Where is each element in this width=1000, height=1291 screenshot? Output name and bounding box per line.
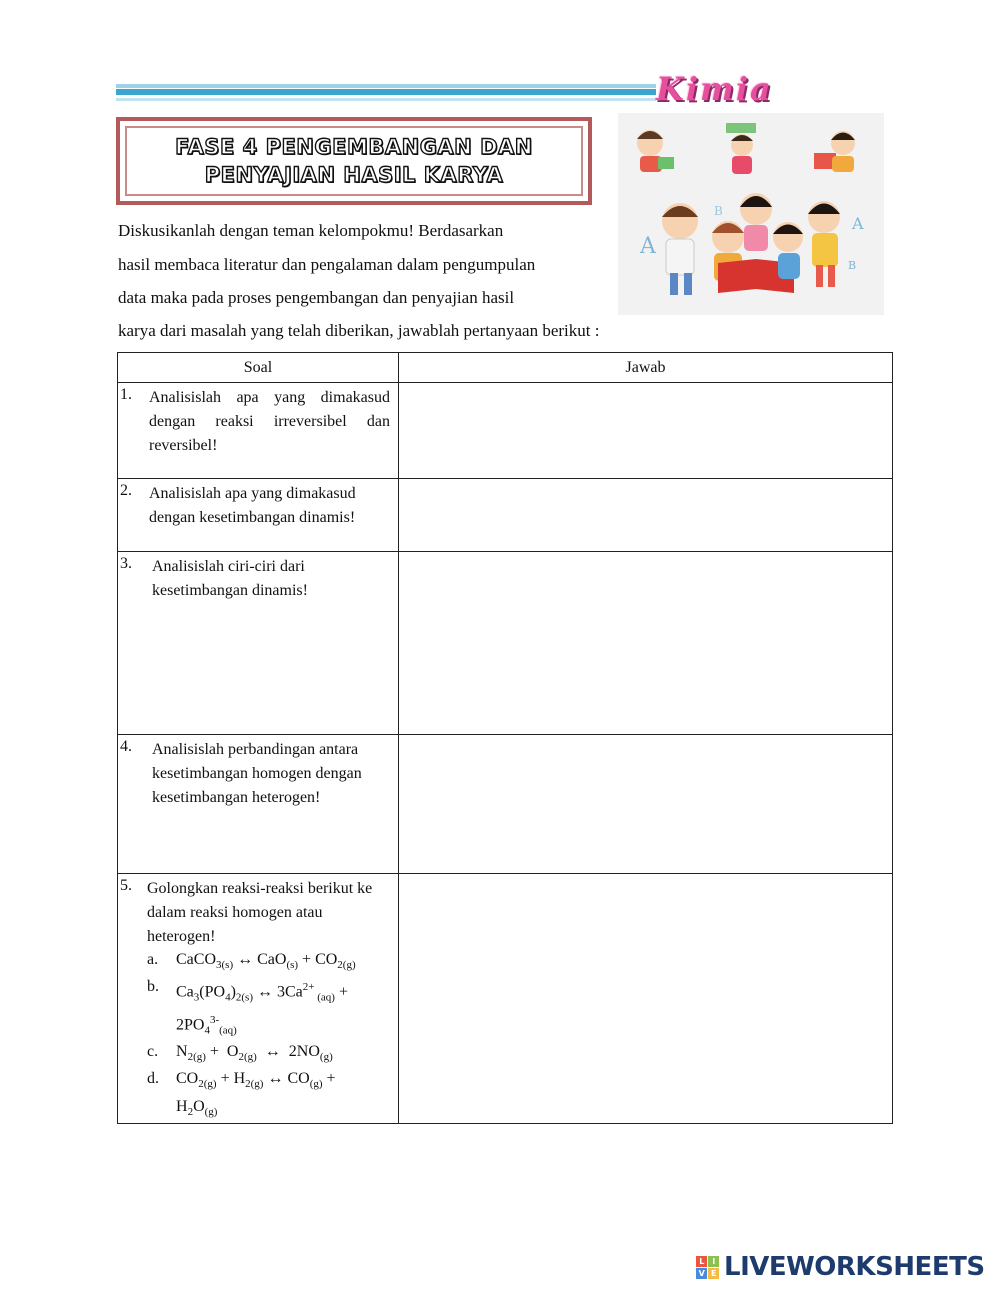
question-number: 3.	[120, 555, 132, 572]
title-box	[116, 117, 592, 205]
table-row	[118, 552, 893, 735]
brand-text: LIVEWORKSHEETS	[724, 1252, 985, 1282]
kimia-logo: Kimia	[656, 70, 773, 108]
question-text: Golongkan reaksi-reaksi berikut ke dalam reaksi homogen atau heterogen!	[147, 880, 373, 945]
liveworksheets-cube-icon: L I V E	[696, 1256, 719, 1279]
table-row	[118, 735, 893, 874]
answer-field[interactable]	[399, 383, 893, 479]
option-label: b.	[147, 978, 159, 996]
question-text: Analisislah ciri-ciri dari kesetimbangan dinamis!	[152, 558, 308, 599]
liveworksheets-logo	[696, 1252, 985, 1282]
answer-field[interactable]	[399, 735, 893, 874]
page-title-line-1: FASE 4 PENGEMBANGAN DAN	[175, 135, 533, 159]
reaction-equation: $Ca_3(PO_4)_{2(s)}$ ↔ $3Ca^{2+}$ $_{(aq)}$ + $2PO_4^{3-}_{(aq)}$	[176, 981, 348, 1037]
option-label: c.	[147, 1043, 159, 1061]
question-cell	[118, 874, 399, 1124]
question-text: Analisislah apa yang dimakasud dengan kesetimbangan dinamis!	[149, 485, 356, 526]
intro-line-2: hasil membaca literatur dan pengalaman dalam pengumpulan	[118, 255, 536, 274]
svg-text:B: B	[848, 259, 857, 272]
question-text: Analisislah apa yang dimakasud dengan reaksi irreversibel dan reversibel!	[149, 389, 390, 454]
question-text: Analisislah perbandingan antara kesetimbangan homogen dengan kesetimbangan heterogen!	[152, 741, 362, 806]
question-cell	[118, 383, 399, 479]
svg-text:A: A	[852, 214, 864, 233]
column-header-soal: Soal	[118, 353, 399, 383]
question-cell	[118, 479, 399, 552]
intro-line-1: Diskusikanlah dengan teman kelompokmu! Berdasarkan	[118, 221, 504, 240]
reaction-option	[147, 949, 398, 976]
reaction-equation: $N_{2(g)} + O_{2(g)}$ ↔ $2NO_{(g)}$	[176, 1043, 333, 1064]
reaction-equation: $CO_{2(g)} + H_{2(g)}$ ↔ $CO_{(g)}$ + $H_2O_{(g)}$	[176, 1070, 336, 1118]
reaction-option	[147, 1041, 398, 1068]
svg-text:B: B	[714, 204, 723, 218]
answer-field[interactable]	[399, 479, 893, 552]
table-row	[118, 874, 893, 1124]
question-number: 5.	[120, 877, 132, 894]
page-title-line-2: PENYAJIAN HASIL KARYA	[204, 163, 504, 187]
reaction-option	[147, 976, 398, 1041]
svg-text:A: A	[640, 234, 656, 259]
option-label: a.	[147, 951, 159, 968]
column-header-jawab: Jawab	[399, 353, 893, 383]
answer-field[interactable]	[399, 874, 893, 1124]
question-number: 2.	[120, 482, 132, 499]
intro-line-3: data maka pada proses pengembangan dan penyajian hasil	[118, 288, 515, 307]
question-cell	[118, 552, 399, 735]
answer-field[interactable]	[399, 552, 893, 735]
question-number: 1.	[120, 386, 132, 403]
option-label: d.	[147, 1070, 159, 1088]
table-row	[118, 383, 893, 479]
reaction-equation: CaCO$_{3(s)}$ ↔ $CaO_{(s)} + CO_{2(g)}$	[176, 951, 356, 972]
intro-line-4: karya dari masalah yang telah diberikan, jawablah pertanyaan berikut :	[118, 321, 600, 340]
worksheet-table	[117, 352, 893, 1124]
reaction-option	[147, 1068, 398, 1122]
children-reading-illustration	[618, 113, 884, 315]
question-cell	[118, 735, 399, 874]
question-number: 4.	[120, 738, 132, 755]
table-row	[118, 479, 893, 552]
